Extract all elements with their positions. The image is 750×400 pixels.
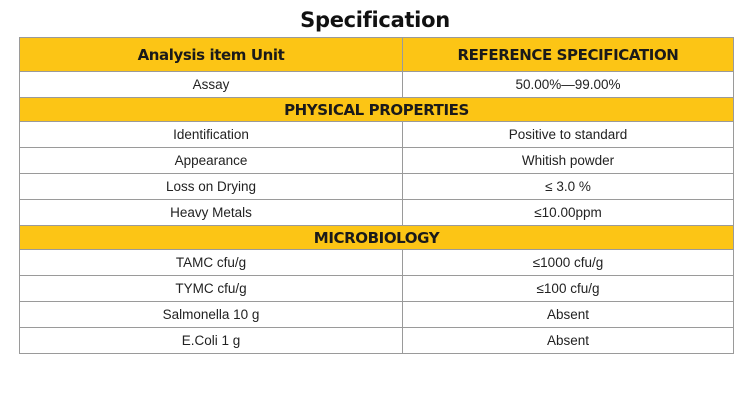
spec-cell: Absent — [403, 302, 734, 328]
section-header-row — [20, 226, 734, 250]
column-header-reference-specification: REFERENCE SPECIFICATION — [403, 38, 734, 72]
item-cell: Identification — [20, 122, 403, 148]
column-header-analysis-item: Analysis item Unit — [20, 38, 403, 72]
table-row — [20, 148, 734, 174]
table-row — [20, 276, 734, 302]
section-header-row — [20, 98, 734, 122]
section-heading-physical-properties: PHYSICAL PROPERTIES — [20, 98, 734, 122]
table-header-row — [20, 38, 734, 72]
table-row — [20, 174, 734, 200]
table-row — [20, 122, 734, 148]
spec-cell: Whitish powder — [403, 148, 734, 174]
specification-table — [19, 37, 734, 354]
item-cell: Salmonella 10 g — [20, 302, 403, 328]
table-row — [20, 302, 734, 328]
table-row — [20, 328, 734, 354]
section-heading-microbiology: MICROBIOLOGY — [20, 226, 734, 250]
spec-cell: ≤10.00ppm — [403, 200, 734, 226]
spec-cell: ≤ 3.0 % — [403, 174, 734, 200]
item-cell: Assay — [20, 72, 403, 98]
spec-cell: ≤100 cfu/g — [403, 276, 734, 302]
page-title: Specification — [300, 8, 450, 32]
table-row — [20, 200, 734, 226]
item-cell: Loss on Drying — [20, 174, 403, 200]
item-cell: TAMC cfu/g — [20, 250, 403, 276]
table-row — [20, 250, 734, 276]
spec-cell: 50.00%—99.00% — [403, 72, 734, 98]
item-cell: TYMC cfu/g — [20, 276, 403, 302]
item-cell: Heavy Metals — [20, 200, 403, 226]
spec-cell: Absent — [403, 328, 734, 354]
item-cell: E.Coli 1 g — [20, 328, 403, 354]
spec-cell: ≤1000 cfu/g — [403, 250, 734, 276]
item-cell: Appearance — [20, 148, 403, 174]
spec-cell: Positive to standard — [403, 122, 734, 148]
table-row — [20, 72, 734, 98]
